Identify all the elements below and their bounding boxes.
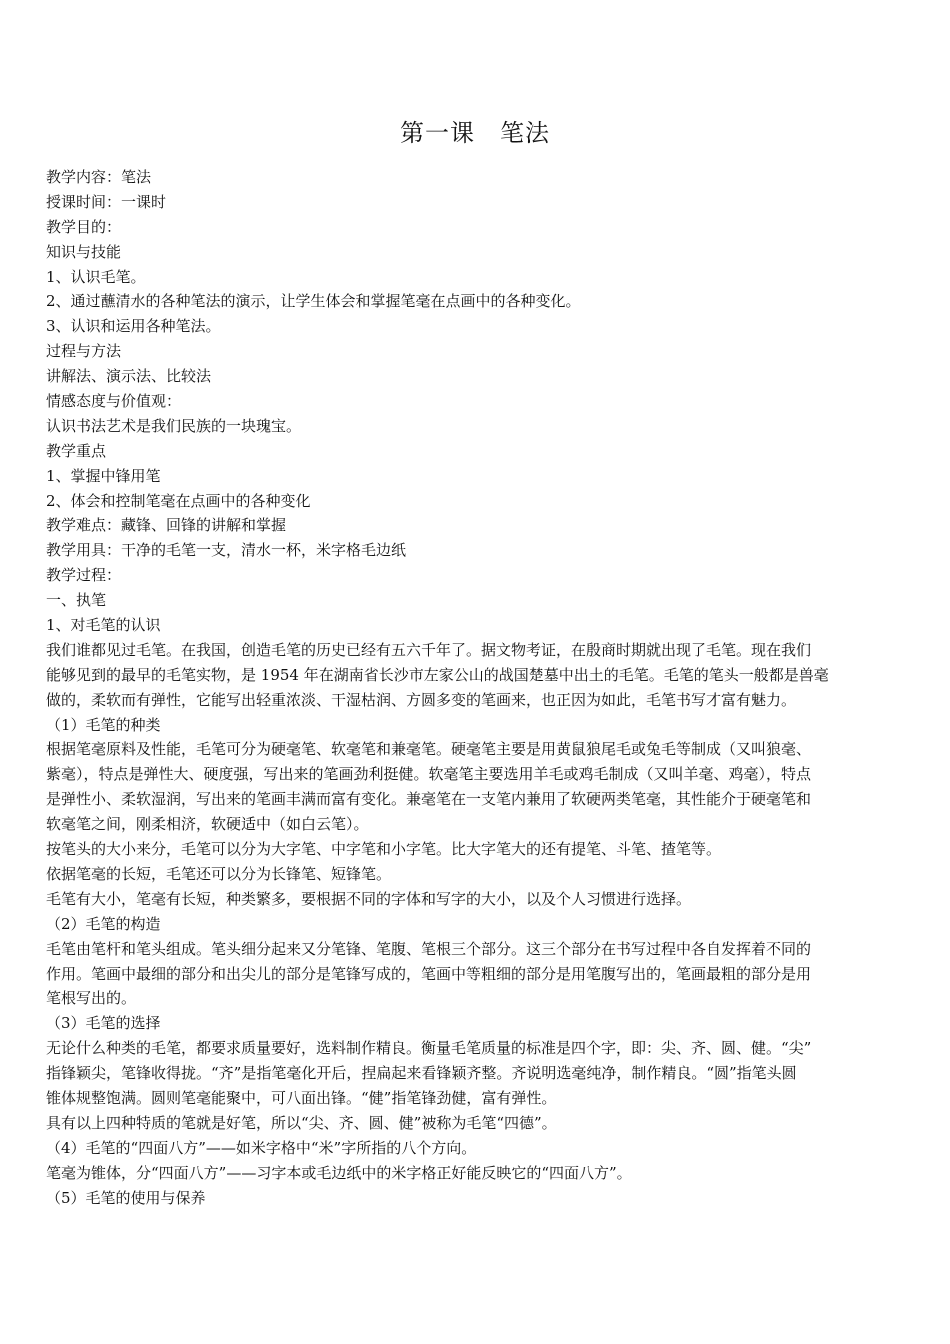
text-line: （1）毛笔的种类 [46, 715, 161, 734]
text-line: （3）毛笔的选择 [46, 1014, 161, 1033]
text-line: 情感态度与价值观： [46, 392, 182, 411]
text-line: （5）毛笔的使用与保养 [46, 1188, 206, 1207]
text-line: 能够见到的最早的毛笔实物，是 1954 年在湖南省长沙市左家公山的战国楚墓中出土的毛笔。毛笔的笔头一般都是兽毫 [46, 665, 829, 684]
text-line: 知识与技能 [46, 242, 122, 261]
text-line: 授课时间：一课时 [46, 192, 167, 211]
text-line: 过程与方法 [46, 342, 122, 361]
document-body [46, 165, 912, 1210]
text-line: 指锋颖尖，笔锋收得拢。“齐”是指笔毫化开后，捏扁起来看锋颖齐整。齐说明选毫纯净，制作精良。“圆”指笔头圆 [46, 1064, 797, 1083]
text-line: 3、认识和运用各种笔法。 [46, 317, 221, 336]
text-line: 教学内容：笔法 [46, 168, 152, 186]
text-line: 1、认识毛笔。 [46, 267, 146, 286]
text-line: 教学重点 [46, 441, 107, 460]
text-line: 教学难点：藏锋、回锋的讲解和掌握 [46, 516, 287, 535]
text-line: （4）毛笔的“四面八方”——如米字格中“米”字所指的八个方向。 [46, 1138, 477, 1157]
text-line: 锥体规整饱满。圆则笔毫能聚中，可八面出锋。“健”指笔锋劲健，富有弹性。 [46, 1088, 557, 1107]
text-line: 2、体会和控制笔毫在点画中的各种变化 [46, 491, 311, 510]
text-line: 笔根写出的。 [46, 989, 137, 1008]
page-title: 第一课 笔法 [400, 119, 550, 147]
text-line: 一、执笔 [46, 591, 107, 610]
text-line: 2、通过蘸清水的各种笔法的演示，让学生体会和掌握笔毫在点画中的各种变化。 [46, 292, 581, 311]
text-line: 教学用具：干净的毛笔一支，清水一杯，米字格毛边纸 [46, 541, 407, 560]
text-line: 紫毫），特点是弹性大、硬度强，写出来的笔画劲利挺健。软毫笔主要选用羊毛或鸡毛制成（又叫羊毫、鸡毫），特点 [46, 765, 812, 784]
text-line: 教学过程： [46, 566, 122, 585]
text-line: 无论什么种类的毛笔，都要求质量要好，选料制作精良。衡量毛笔质量的标准是四个字，即：尖、齐、圆、健。“尖” [46, 1039, 812, 1058]
text-line: 是弹性小、柔软湿润，写出来的笔画丰满而富有变化。兼毫笔在一支笔内兼用了软硬两类笔毫，其性能介于硬毫笔和 [46, 790, 812, 809]
text-line: 毛笔有大小，笔毫有长短，种类繁多，要根据不同的字体和写字的大小，以及个人习惯进行选择。 [46, 889, 692, 908]
text-line: 具有以上四种特质的笔就是好笔，所以“尖、齐、圆、健”被称为毛笔“四德”。 [46, 1113, 557, 1132]
text-line: 软毫笔之间，刚柔相济，软硬适中（如白云笔）。 [46, 815, 369, 834]
text-line: 作用。笔画中最细的部分和出尖儿的部分是笔锋写成的，笔画中等粗细的部分是用笔腹写出的，笔画最粗的部分是用 [46, 964, 812, 983]
text-line: 笔毫为锥体，分“四面八方”——习字本或毛边纸中的米字格正好能反映它的“四面八方”。 [46, 1163, 632, 1182]
text-line: 1、对毛笔的认识 [46, 616, 161, 635]
text-line: 教学目的： [46, 217, 122, 236]
text-line: 我们谁都见过毛笔。在我国，创造毛笔的历史已经有五六千年了。据文物考证，在殷商时期就出现了毛笔。现在我们 [46, 640, 812, 659]
text-line: （2）毛笔的构造 [46, 914, 161, 933]
text-line: 讲解法、演示法、比较法 [46, 367, 212, 386]
text-line: 毛笔由笔杆和笔头组成。笔头细分起来又分笔锋、笔腹、笔根三个部分。这三个部分在书写过程中各自发挥着不同的 [46, 939, 812, 958]
text-line: 根据笔毫原料及性能，毛笔可分为硬毫笔、软毫笔和兼毫笔。硬毫笔主要是用黄鼠狼尾毛或兔毛等制成（又叫狼毫、 [46, 740, 812, 759]
text-line: 依据笔毫的长短，毛笔还可以分为长锋笔、短锋笔。 [46, 864, 392, 883]
text-line: 做的，柔软而有弹性，它能写出轻重浓淡、干湿枯润、方圆多变的笔画来，也正因为如此，毛笔书写才富有魅力。 [46, 690, 797, 709]
text-line: 按笔头的大小来分，毛笔可以分为大字笔、中字笔和小字笔。比大字笔大的还有提笔、斗笔、揸笔等。 [46, 840, 722, 859]
text-line: 1、掌握中锋用笔 [46, 466, 161, 485]
text-line: 认识书法艺术是我们民族的一块瑰宝。 [46, 416, 302, 435]
